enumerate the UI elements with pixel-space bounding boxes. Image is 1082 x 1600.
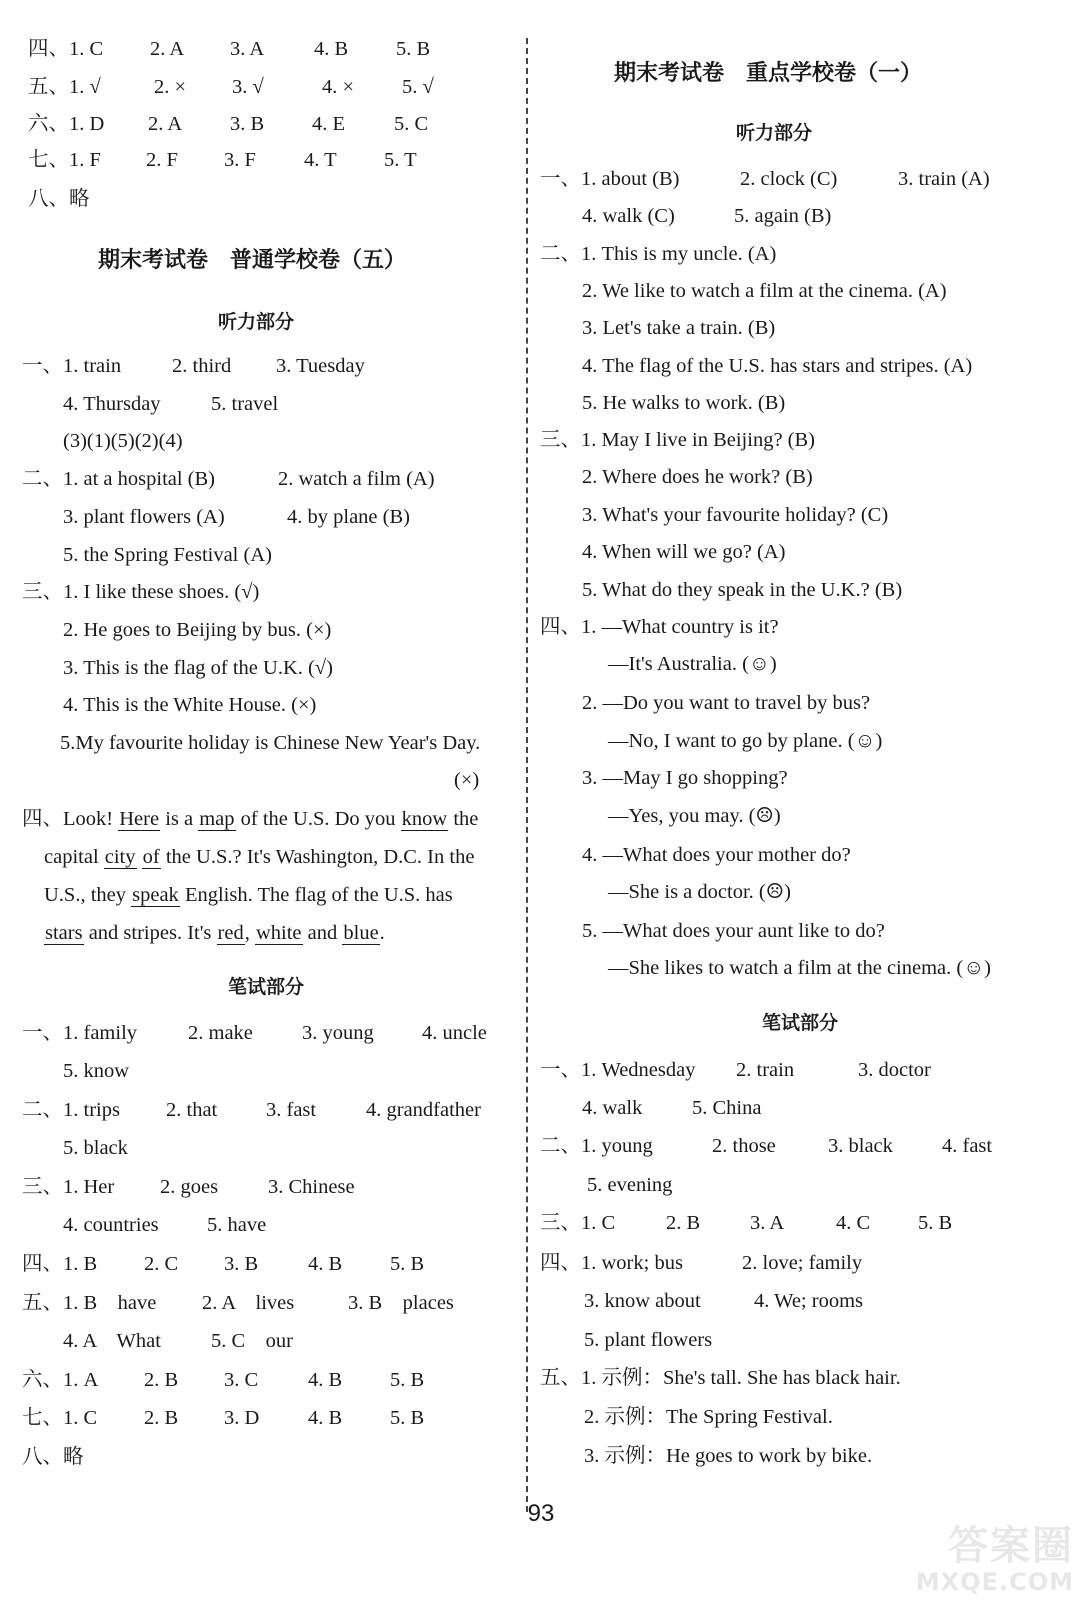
- answer-item: 4. by plane (B): [287, 506, 410, 528]
- answer-item: 3. Let's take a train. (B): [582, 317, 776, 339]
- answer-item: 三、1. I like these shoes. (√): [22, 581, 260, 603]
- column-divider: [526, 38, 528, 1512]
- filled-blank: know: [401, 808, 448, 830]
- answer-item: 3. —May I go shopping?: [582, 767, 788, 789]
- answer-item: 2. make: [188, 1022, 253, 1044]
- answer-item: 4. walk: [582, 1097, 643, 1119]
- answer-item: 4. B: [308, 1253, 343, 1275]
- answer-item: 4. fast: [942, 1135, 993, 1157]
- answer-item: 3. √: [232, 76, 264, 98]
- filled-blank: speak: [132, 884, 179, 906]
- filled-blank: map: [199, 808, 235, 830]
- answer-item: 3. This is the flag of the U.K. (√): [63, 657, 333, 679]
- answer-item: 六、1. D: [28, 113, 105, 135]
- answer-item: (×): [454, 769, 480, 791]
- answer-item: 3. plant flowers (A): [63, 506, 225, 528]
- answer-item: 5. have: [207, 1214, 267, 1236]
- answer-item: 2. train: [736, 1059, 795, 1081]
- answer-item: 八、略: [22, 1446, 84, 1468]
- section-heading: 期末考试卷 普通学校卷（五）: [98, 248, 407, 273]
- passage-text: 四、Look!: [22, 808, 119, 830]
- answer-item: 一、1. train: [22, 355, 122, 377]
- filled-blank: red: [217, 922, 244, 944]
- section-heading: 听力部分: [736, 122, 813, 144]
- passage-text: and: [302, 922, 343, 944]
- passage-line: [44, 882, 453, 908]
- answer-item: 2. C: [144, 1253, 179, 1275]
- answer-item: 五、1. √: [28, 76, 101, 98]
- section-heading: 笔试部分: [762, 1012, 839, 1034]
- answer-item: 4. Thursday: [63, 393, 161, 415]
- answer-item: 一、1. family: [22, 1022, 138, 1044]
- answer-item: 5. again (B): [734, 205, 832, 227]
- answer-item: 2. B: [144, 1407, 179, 1429]
- answer-item: 2. clock (C): [740, 168, 838, 190]
- answer-item: —She likes to watch a film at the cinema. (☺): [608, 957, 991, 979]
- answer-item: 七、1. C: [22, 1407, 98, 1429]
- answer-item: 3. A: [750, 1212, 785, 1234]
- answer-item: 4. —What does your mother do?: [582, 844, 851, 866]
- answer-item: —Yes, you may. (☹): [608, 805, 781, 827]
- answer-item: (3)(1)(5)(2)(4): [63, 430, 183, 452]
- answer-item: 5. T: [384, 149, 417, 171]
- answer-item: 2. He goes to Beijing by bus. (×): [63, 619, 332, 641]
- answer-item: 2. A: [150, 38, 185, 60]
- passage-text: capital: [44, 846, 104, 868]
- answer-item: 4. E: [312, 113, 346, 135]
- answer-item: 四、1. work; bus: [540, 1252, 683, 1274]
- filled-blank: white: [255, 922, 302, 944]
- answer-item: 2. A lives: [202, 1292, 295, 1314]
- answer-item: 5. know: [63, 1060, 130, 1082]
- answer-item: 4. C: [836, 1212, 871, 1234]
- section-heading: 笔试部分: [228, 976, 305, 998]
- answer-item: 3. fast: [266, 1099, 317, 1121]
- section-heading: 听力部分: [218, 311, 295, 333]
- answer-item: 八、略: [28, 188, 90, 210]
- passage-line: [44, 844, 474, 870]
- answer-item: 5. —What does your aunt like to do?: [582, 920, 885, 942]
- answer-item: 5. B: [390, 1253, 425, 1275]
- passage-text: the U.S.? It's Washington, D.C. In the: [160, 846, 475, 868]
- passage-text: and stripes. It's: [83, 922, 217, 944]
- passage-line: [44, 920, 385, 946]
- answer-item: 4. B: [308, 1369, 343, 1391]
- answer-item: 2. —Do you want to travel by bus?: [582, 692, 871, 714]
- answer-item: 七、1. F: [28, 149, 101, 171]
- answer-item: 3. B: [224, 1253, 259, 1275]
- answer-item: 二、1. young: [540, 1135, 653, 1157]
- passage-text: .: [379, 922, 385, 944]
- answer-item: 3. D: [224, 1407, 260, 1429]
- answer-item: 4. The flag of the U.S. has stars and stripes. (A): [582, 355, 973, 377]
- page-number: 93: [527, 1500, 555, 1527]
- answer-item: 2. goes: [160, 1176, 219, 1198]
- answer-item: 一、1. Wednesday: [540, 1059, 696, 1081]
- answer-item: 一、1. about (B): [540, 168, 680, 190]
- answer-item: 5. C: [394, 113, 429, 135]
- answer-item: 3. doctor: [858, 1059, 931, 1081]
- answer-item: 3. Tuesday: [276, 355, 365, 377]
- answer-item: 3. B places: [348, 1292, 454, 1314]
- answer-item: 二、1. This is my uncle. (A): [540, 243, 777, 265]
- answer-item: 3. What's your favourite holiday? (C): [582, 504, 889, 526]
- answer-item: 五、1. B have: [22, 1292, 157, 1314]
- answer-item: —No, I want to go by plane. (☺): [608, 730, 883, 752]
- answer-item: 2. 示例：The Spring Festival.: [584, 1406, 833, 1428]
- answer-item: 5. travel: [211, 393, 279, 415]
- answer-item: 4. walk (C): [582, 205, 675, 227]
- watermark-bottom: MXQE.COM: [915, 1568, 1074, 1596]
- section-heading: 期末考试卷 重点学校卷（一）: [614, 61, 923, 86]
- passage-text: [137, 846, 142, 868]
- answer-item: 5. B: [396, 38, 431, 60]
- answer-item: 三、1. May I live in Beijing? (B): [540, 429, 815, 451]
- answer-item: 4. uncle: [422, 1022, 487, 1044]
- answer-item: 3. young: [302, 1022, 374, 1044]
- answer-item: 3. F: [224, 149, 256, 171]
- answer-item: 三、1. Her: [22, 1176, 115, 1198]
- answer-item: 4. B: [314, 38, 349, 60]
- answer-item: 3. Chinese: [268, 1176, 355, 1198]
- answer-item: 三、1. C: [540, 1212, 616, 1234]
- answer-item: 四、1. —What country is it?: [540, 616, 779, 638]
- answer-item: 2. B: [144, 1369, 179, 1391]
- answer-item: 5. evening: [587, 1174, 673, 1196]
- answer-item: 四、1. B: [22, 1253, 98, 1275]
- passage-text: English. The flag of the U.S. has: [179, 884, 453, 906]
- passage-text: ,: [244, 922, 255, 944]
- answer-item: 4. grandfather: [366, 1099, 481, 1121]
- answer-item: 2. third: [172, 355, 232, 377]
- answer-item: 二、1. trips: [22, 1099, 120, 1121]
- answer-item: 3. know about: [584, 1290, 701, 1312]
- passage-line: [22, 806, 478, 832]
- watermark-logo: [884, 1514, 1074, 1596]
- filled-blank: blue: [343, 922, 379, 944]
- answer-item: 4. A What: [63, 1330, 161, 1352]
- answer-item: 2. F: [146, 149, 178, 171]
- filled-blank: of: [142, 846, 160, 868]
- answer-item: 5. black: [63, 1137, 128, 1159]
- answer-item: 5. B: [390, 1369, 425, 1391]
- answer-item: 五、1. 示例：She's tall. She has black hair.: [540, 1367, 901, 1389]
- answer-item: 4. T: [304, 149, 337, 171]
- answer-item: 六、1. A: [22, 1369, 99, 1391]
- filled-blank: Here: [119, 808, 160, 830]
- passage-text: U.S., they: [44, 884, 132, 906]
- watermark-top: 答案圈: [948, 1523, 1074, 1569]
- answer-item: 2. that: [166, 1099, 218, 1121]
- answer-item: 5.My favourite holiday is Chinese New Year's Day.: [60, 732, 481, 754]
- answer-item: 2. watch a film (A): [278, 468, 435, 490]
- answer-item: 2. We like to watch a film at the cinema. (A): [582, 280, 947, 302]
- answer-item: 4. We; rooms: [754, 1290, 864, 1312]
- answer-item: 3. B: [230, 113, 265, 135]
- answer-item: 4. countries: [63, 1214, 159, 1236]
- answer-item: 5. B: [390, 1407, 425, 1429]
- answer-item: 3. black: [828, 1135, 893, 1157]
- answer-item: 5. China: [692, 1097, 762, 1119]
- answer-item: 5. the Spring Festival (A): [63, 544, 272, 566]
- answer-item: 2. love; family: [742, 1252, 863, 1274]
- passage-text: the: [448, 808, 479, 830]
- answer-item: 4. B: [308, 1407, 343, 1429]
- passage-text: is a: [160, 808, 199, 830]
- answer-item: —It's Australia. (☺): [608, 653, 777, 675]
- answer-item: 5. C our: [211, 1330, 293, 1352]
- answer-item: 5. √: [402, 76, 434, 98]
- filled-blank: city: [104, 846, 136, 868]
- answer-item: 5. plant flowers: [584, 1329, 713, 1351]
- answer-item: 3. 示例：He goes to work by bike.: [584, 1445, 873, 1467]
- answer-item: 2. B: [666, 1212, 701, 1234]
- filled-blank: stars: [45, 922, 83, 944]
- answer-item: 2. A: [148, 113, 183, 135]
- answer-item: 5. What do they speak in the U.K.? (B): [582, 579, 903, 601]
- passage-text: of the U.S. Do you: [235, 808, 401, 830]
- answer-item: 3. train (A): [898, 168, 990, 190]
- answer-item: 二、1. at a hospital (B): [22, 468, 216, 490]
- answer-item: 4. ×: [322, 76, 355, 98]
- answer-item: 四、1. C: [28, 38, 104, 60]
- answer-item: 3. C: [224, 1369, 259, 1391]
- answer-item: 5. He walks to work. (B): [582, 392, 786, 414]
- answer-item: 4. When will we go? (A): [582, 541, 786, 563]
- answer-item: 3. A: [230, 38, 265, 60]
- answer-item: 5. B: [918, 1212, 953, 1234]
- answer-item: 2. Where does he work? (B): [582, 466, 813, 488]
- answer-item: 2. ×: [154, 76, 187, 98]
- answer-item: 4. This is the White House. (×): [63, 694, 317, 716]
- answer-item: —She is a doctor. (☹): [608, 881, 791, 903]
- answer-item: 2. those: [712, 1135, 776, 1157]
